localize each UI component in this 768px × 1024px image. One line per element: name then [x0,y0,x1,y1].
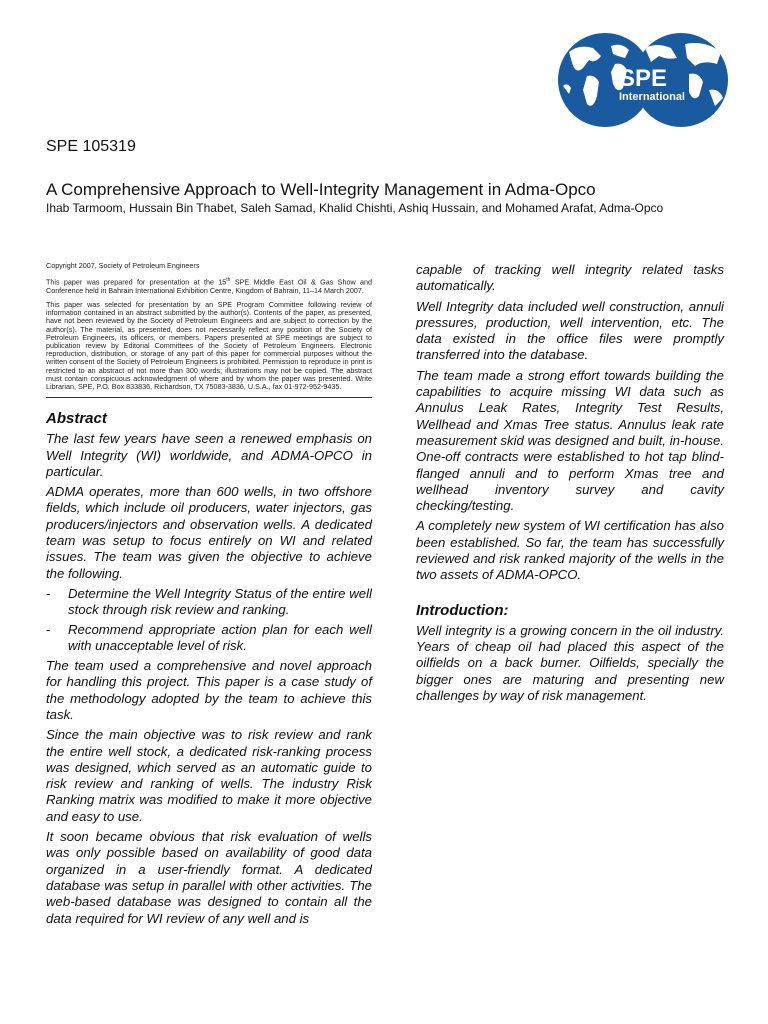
right-column [416,262,724,708]
paper-id: SPE 105319 [46,138,136,155]
left-column [46,262,372,931]
copyright-notice [46,262,372,391]
copyright-divider [46,397,372,398]
logo-sub-text: International [618,91,686,103]
abstract-paragraph: ADMA operates, more than 600 wells, in two offshore fields, which include oil producers, water injectors, gas producers/injectors and observation wells. A dedicated team was setup to focus entirely on WI and related issues. The team was given the objective to achieve the following. [46,484,372,581]
paper-authors: Ihab Tarmoom, Hussain Bin Thabet, Saleh Samad, Khalid Chishti, Ashiq Hussain, and Mohamed Arafat, Adma-Opco [46,201,664,215]
abstract-paragraph: The team made a strong effort towards building the capabilities to acquire missing WI data such as Annulus Leak Rates, Integrity Test Results, Wellhead and Xmas Tree status. Annulus leak rate measurement skid was designed and built, in-house. One-off contracts were established to hot tap blind-flanged annuli and to perform Xmas tree and wellhead inventory survey and cavity checking/testing. [416,367,724,514]
presentation-note: This paper was prepared for presentation at the 15th SPE Middle East Oil & Gas Show and Conference held in Bahrain International Exhibition Centre, Kingdom of Bahrain, 11–14 March 2007. [46,277,372,295]
abstract-paragraph: A completely new system of WI certification has also been established. So far, the team has successfully reviewed and risk ranked majority of the wells in the two assets of ADMA-OPCO. [416,518,724,583]
logo-main-text: SPE [618,65,668,92]
objective-item: - Determine the Well Integrity Status of the entire well stock through risk review and ranking. [46,585,372,618]
objective-list [46,586,372,654]
spe-international-logo [549,30,739,130]
abstract-paragraph: The last few years have seen a renewed emphasis on Well Integrity (WI) worldwide, and ADMA-OPCO in particular. [46,431,372,479]
abstract-paragraph: Since the main objective was to risk review and rank the entire well stock, a dedicated risk-ranking process was designed, which served as an automatic guide to risk review and ranking of wells. The industry Risk Ranking matrix was modified to make it more objective and easy to use. [46,727,372,824]
review-disclaimer: This paper was selected for presentation by an SPE Program Committee following review of information contained in an abstract submitted by the author(s). Contents of the paper, as presented, have not been reviewed by the Society of Petroleum Engineers and are subject to correction by the author(s). The material, as presented, does not necessarily reflect any position of the Society of Petroleum Engineers, its officers, or members. Papers presented at SPE meetings are subject to publication review by Editorial Committees of the Society of Petroleum Engineers. Electronic reproduction, distribution, or storage of any part of this paper for commercial purposes without the written consent of the Society of Petroleum Engineers is prohibited. Permission to reproduce in print is restricted to an abstract of not more than 300 words; illustrations may not be copied. The abstract must contain conspicuous acknowledgment of where and by whom the paper was presented. Write Librarian, SPE, P.O. Box 833836, Richardson, TX 75083-3836, U.S.A., fax 01-972-952-9435. [46,300,372,392]
abstract-paragraph: capable of tracking well integrity related tasks automatically. [416,262,724,294]
introduction-paragraph: Well integrity is a growing concern in the oil industry. Years of cheap oil had placed this aspect of the oilfields on a back burner. Oilfields, specially the bigger ones are maturing and presenting new challenges by way of risk management. [416,622,724,703]
copyright-line: Copyright 2007, Society of Petroleum Engineers [46,261,200,270]
abstract-paragraph: The team used a comprehensive and novel approach for handling this project. This paper is a case study of the methodology adopted by the team to achieve this task. [46,658,372,722]
abstract-heading: Abstract [46,410,107,428]
introduction-heading: Introduction: [416,601,509,619]
abstract-paragraph: Well Integrity data included well construction, annuli pressures, production, well intervention, etc. The data existed in the office files were promptly transferred into the database. [416,298,724,363]
objective-item: - Recommend appropriate action plan for each well with unacceptable level of risk. [46,621,372,653]
paper-title: A Comprehensive Approach to Well-Integrity Management in Adma-Opco [46,180,596,199]
abstract-paragraph: It soon became obvious that risk evaluation of wells was only possible based on availability of good data organized in a user-friendly format. A dedicated database was setup in parallel with other activities. The web-based database was designed to contain all the data required for WI review of any well and is [46,829,372,926]
